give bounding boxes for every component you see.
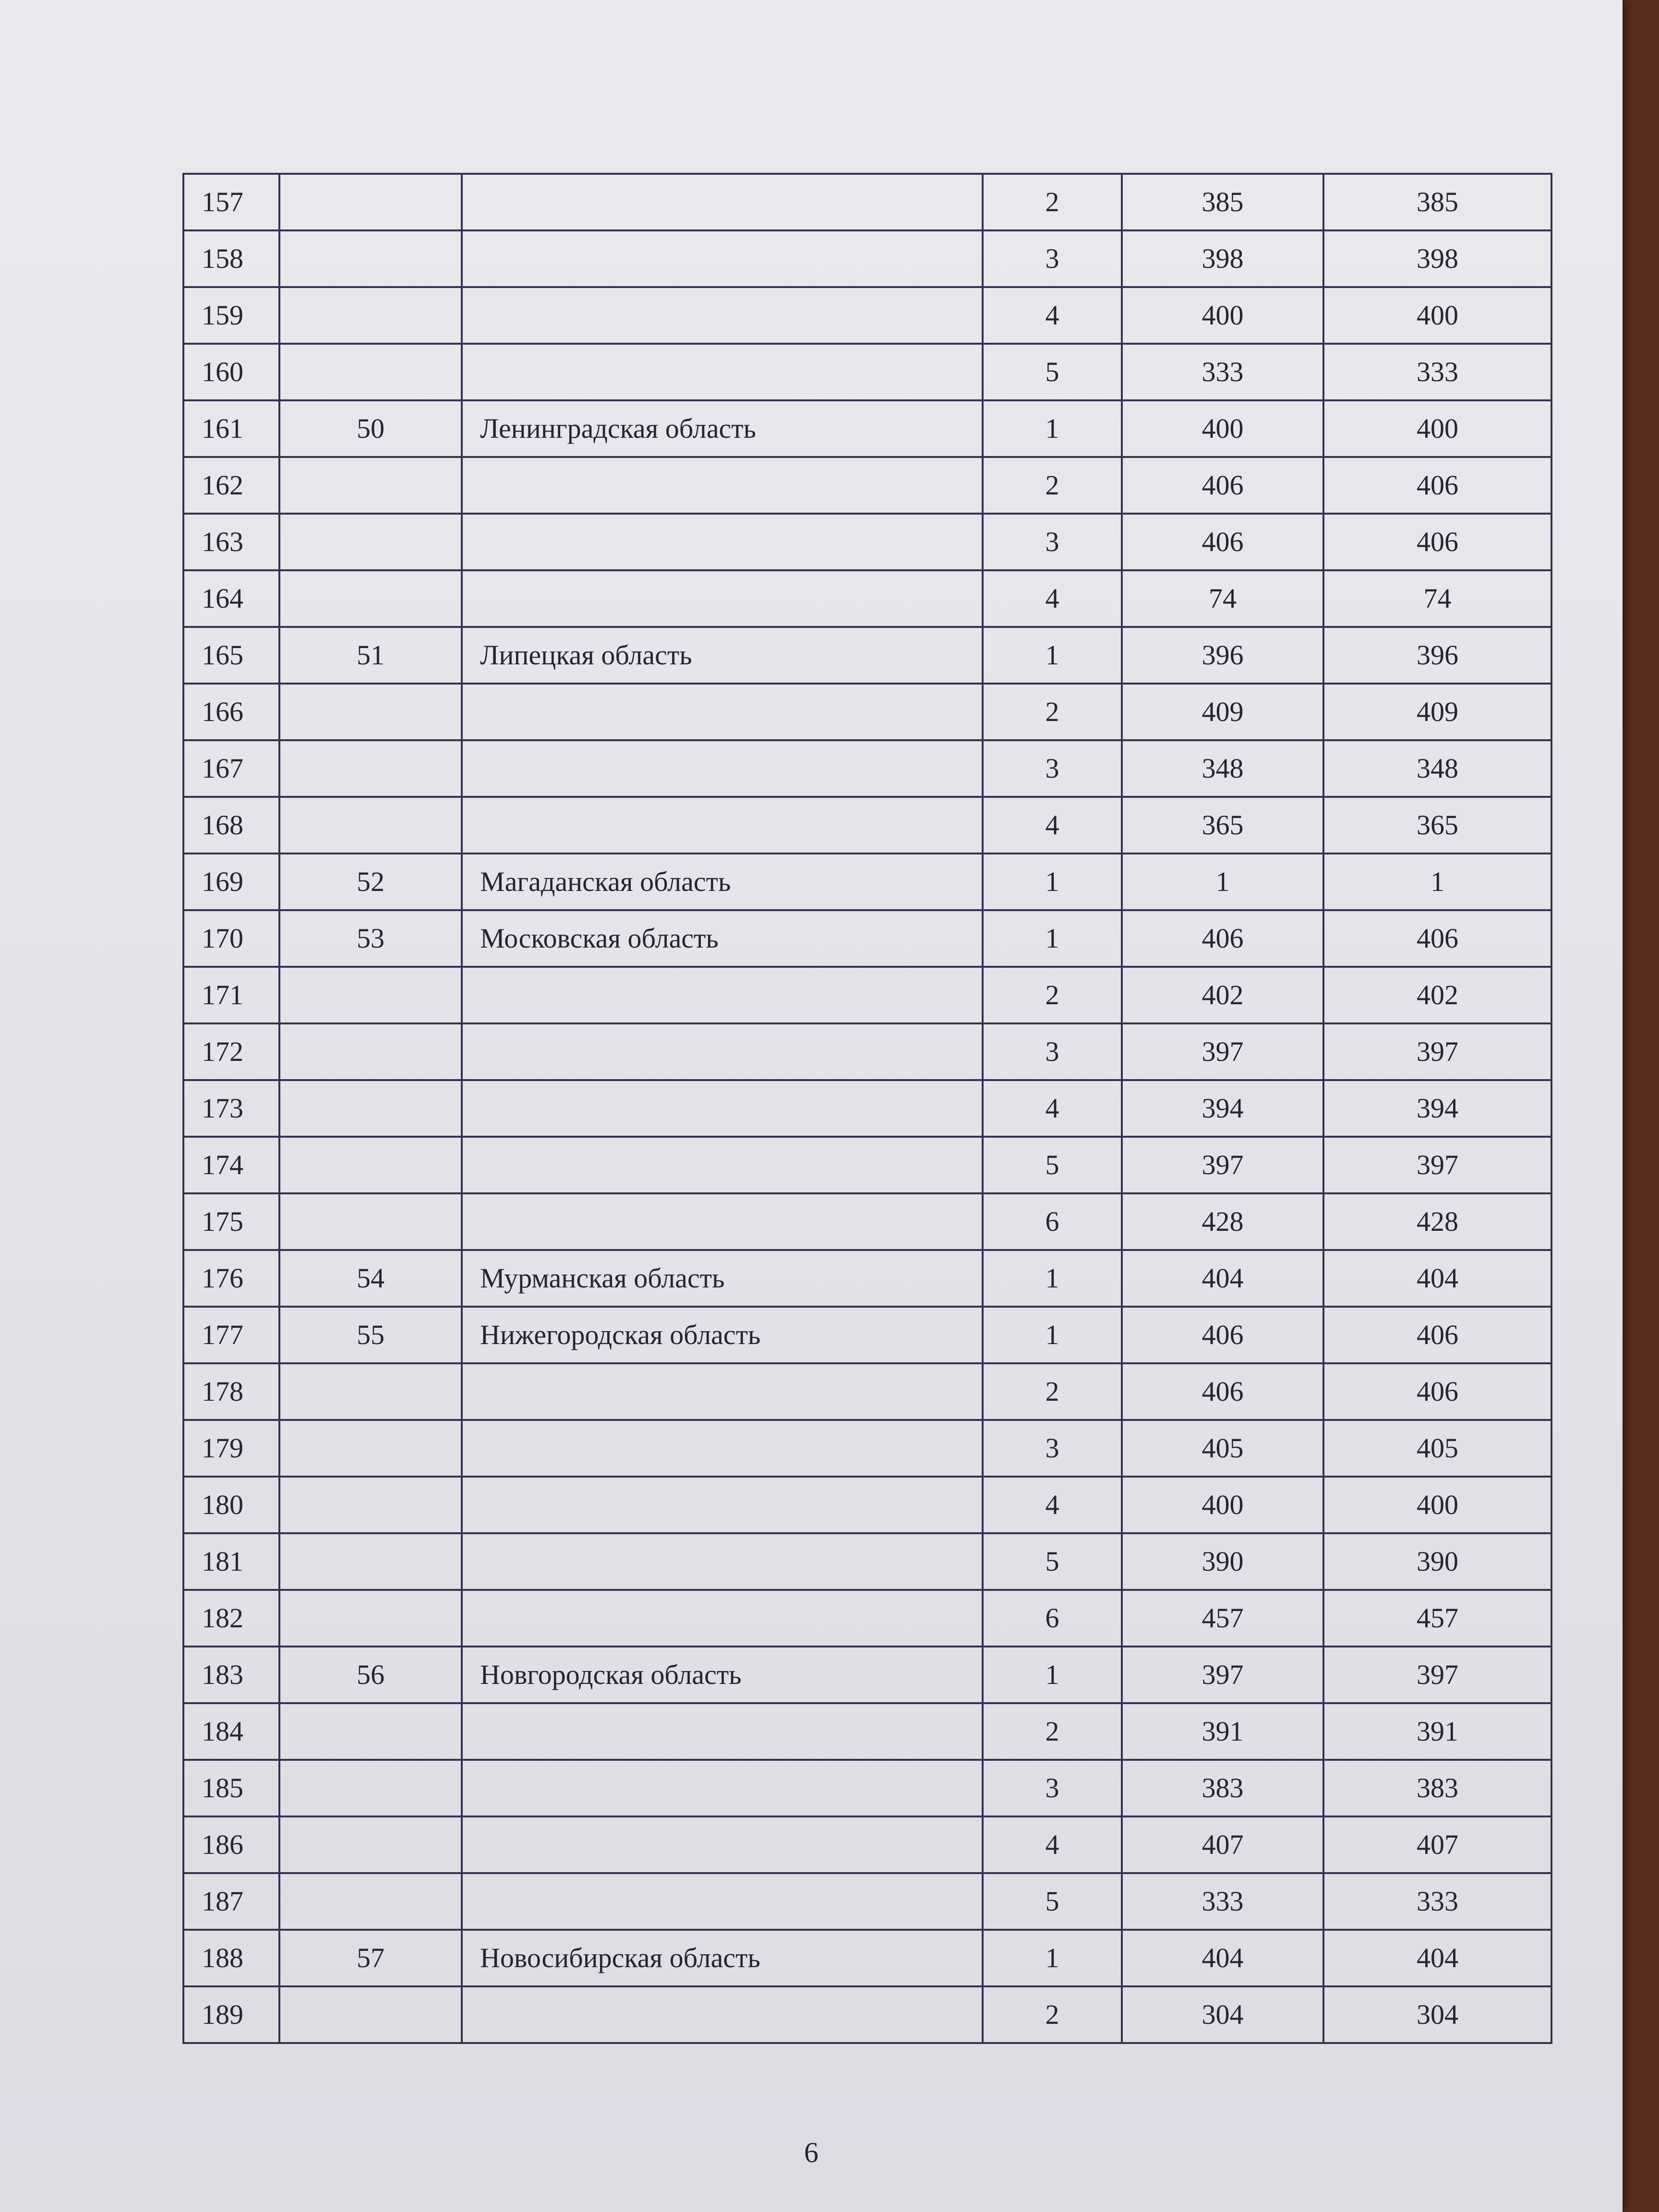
region-name-cell — [462, 1193, 983, 1250]
region-name-cell — [462, 514, 983, 570]
region-name-cell — [462, 1533, 983, 1590]
value-1-cell: 400 — [1122, 400, 1323, 457]
region-name-cell — [462, 230, 983, 287]
row-number-cell: 187 — [183, 1873, 279, 1930]
row-number-cell: 157 — [183, 174, 279, 230]
row-number-cell: 183 — [183, 1647, 279, 1703]
row-number-cell: 189 — [183, 1986, 279, 2043]
row-number-cell: 169 — [183, 854, 279, 910]
value-2-cell: 385 — [1323, 174, 1551, 230]
table-row — [183, 514, 1551, 570]
value-2-cell: 404 — [1323, 1930, 1551, 1986]
value-2-cell: 400 — [1323, 287, 1551, 344]
region-code-cell — [279, 1590, 462, 1647]
region-name-cell — [462, 570, 983, 627]
region-name-cell — [462, 1023, 983, 1080]
row-number-cell: 166 — [183, 684, 279, 740]
region-code-cell — [279, 1080, 462, 1137]
group-number-cell: 5 — [983, 1533, 1122, 1590]
region-code-cell: 51 — [279, 627, 462, 684]
region-data-table — [182, 173, 1552, 2044]
table-row — [183, 627, 1551, 684]
group-number-cell: 3 — [983, 230, 1122, 287]
table-row — [183, 1080, 1551, 1137]
region-name-cell: Новгородская область — [462, 1647, 983, 1703]
row-number-cell: 173 — [183, 1080, 279, 1137]
group-number-cell: 4 — [983, 1816, 1122, 1873]
region-code-cell — [279, 1760, 462, 1816]
group-number-cell: 3 — [983, 1023, 1122, 1080]
region-name-cell — [462, 1477, 983, 1533]
row-number-cell: 181 — [183, 1533, 279, 1590]
group-number-cell: 1 — [983, 1647, 1122, 1703]
region-name-cell — [462, 797, 983, 854]
region-name-cell — [462, 1420, 983, 1477]
row-number-cell: 172 — [183, 1023, 279, 1080]
group-number-cell: 1 — [983, 854, 1122, 910]
group-number-cell: 3 — [983, 1420, 1122, 1477]
value-2-cell: 406 — [1323, 910, 1551, 967]
table-row — [183, 1193, 1551, 1250]
region-name-cell — [462, 457, 983, 514]
table-row — [183, 230, 1551, 287]
row-number-cell: 164 — [183, 570, 279, 627]
row-number-cell: 182 — [183, 1590, 279, 1647]
value-1-cell: 406 — [1122, 514, 1323, 570]
value-1-cell: 402 — [1122, 967, 1323, 1023]
group-number-cell: 4 — [983, 1080, 1122, 1137]
row-number-cell: 177 — [183, 1307, 279, 1363]
region-name-cell — [462, 1986, 983, 2043]
value-2-cell: 428 — [1323, 1193, 1551, 1250]
value-1-cell: 407 — [1122, 1816, 1323, 1873]
value-1-cell: 333 — [1122, 1873, 1323, 1930]
value-1-cell: 333 — [1122, 344, 1323, 400]
region-name-cell: Новосибирская область — [462, 1930, 983, 1986]
value-1-cell: 1 — [1122, 854, 1323, 910]
value-1-cell: 391 — [1122, 1703, 1323, 1760]
value-2-cell: 409 — [1323, 684, 1551, 740]
group-number-cell: 2 — [983, 1703, 1122, 1760]
value-2-cell: 396 — [1323, 627, 1551, 684]
region-code-cell — [279, 287, 462, 344]
group-number-cell: 1 — [983, 400, 1122, 457]
group-number-cell: 3 — [983, 740, 1122, 797]
region-code-cell: 54 — [279, 1250, 462, 1307]
region-name-cell — [462, 1080, 983, 1137]
region-code-cell — [279, 174, 462, 230]
row-number-cell: 186 — [183, 1816, 279, 1873]
row-number-cell: 184 — [183, 1703, 279, 1760]
group-number-cell: 2 — [983, 1363, 1122, 1420]
region-code-cell — [279, 1873, 462, 1930]
table-row — [183, 684, 1551, 740]
value-1-cell: 409 — [1122, 684, 1323, 740]
region-code-cell — [279, 514, 462, 570]
group-number-cell: 2 — [983, 457, 1122, 514]
region-code-cell — [279, 1703, 462, 1760]
value-1-cell: 400 — [1122, 287, 1323, 344]
region-name-cell — [462, 1760, 983, 1816]
row-number-cell: 170 — [183, 910, 279, 967]
region-name-cell: Липецкая область — [462, 627, 983, 684]
row-number-cell: 175 — [183, 1193, 279, 1250]
value-2-cell: 457 — [1323, 1590, 1551, 1647]
value-2-cell: 348 — [1323, 740, 1551, 797]
value-1-cell: 74 — [1122, 570, 1323, 627]
value-2-cell: 365 — [1323, 797, 1551, 854]
region-code-cell: 55 — [279, 1307, 462, 1363]
value-1-cell: 397 — [1122, 1647, 1323, 1703]
region-code-cell — [279, 1193, 462, 1250]
value-1-cell: 406 — [1122, 1363, 1323, 1420]
row-number-cell: 162 — [183, 457, 279, 514]
table-row — [183, 1703, 1551, 1760]
table-row — [183, 400, 1551, 457]
table-row — [183, 1363, 1551, 1420]
region-code-cell — [279, 684, 462, 740]
region-code-cell — [279, 1023, 462, 1080]
table-row — [183, 740, 1551, 797]
group-number-cell: 6 — [983, 1193, 1122, 1250]
row-number-cell: 168 — [183, 797, 279, 854]
value-2-cell: 406 — [1323, 1363, 1551, 1420]
value-2-cell: 333 — [1323, 1873, 1551, 1930]
table-row — [183, 1307, 1551, 1363]
row-number-cell: 167 — [183, 740, 279, 797]
region-code-cell — [279, 797, 462, 854]
value-1-cell: 348 — [1122, 740, 1323, 797]
region-code-cell: 56 — [279, 1647, 462, 1703]
group-number-cell: 6 — [983, 1590, 1122, 1647]
region-code-cell: 52 — [279, 854, 462, 910]
group-number-cell: 1 — [983, 1307, 1122, 1363]
group-number-cell: 5 — [983, 1873, 1122, 1930]
table-row — [183, 967, 1551, 1023]
group-number-cell: 1 — [983, 1930, 1122, 1986]
table-row — [183, 570, 1551, 627]
table-row — [183, 854, 1551, 910]
value-1-cell: 457 — [1122, 1590, 1323, 1647]
value-2-cell: 1 — [1323, 854, 1551, 910]
value-1-cell: 406 — [1122, 457, 1323, 514]
value-2-cell: 74 — [1323, 570, 1551, 627]
table-row — [183, 1760, 1551, 1816]
table-row — [183, 1590, 1551, 1647]
value-1-cell: 394 — [1122, 1080, 1323, 1137]
data-table-container — [182, 173, 1551, 2044]
table-row — [183, 1873, 1551, 1930]
value-2-cell: 397 — [1323, 1647, 1551, 1703]
value-1-cell: 404 — [1122, 1930, 1323, 1986]
table-row — [183, 1023, 1551, 1080]
region-code-cell — [279, 230, 462, 287]
value-2-cell: 400 — [1323, 1477, 1551, 1533]
region-name-cell — [462, 684, 983, 740]
table-row — [183, 287, 1551, 344]
value-2-cell: 333 — [1323, 344, 1551, 400]
region-code-cell — [279, 1137, 462, 1193]
value-2-cell: 400 — [1323, 400, 1551, 457]
row-number-cell: 163 — [183, 514, 279, 570]
row-number-cell: 180 — [183, 1477, 279, 1533]
value-2-cell: 394 — [1323, 1080, 1551, 1137]
row-number-cell: 176 — [183, 1250, 279, 1307]
region-code-cell: 57 — [279, 1930, 462, 1986]
table-row — [183, 910, 1551, 967]
table-row — [183, 1477, 1551, 1533]
region-code-cell — [279, 1363, 462, 1420]
value-1-cell: 397 — [1122, 1023, 1323, 1080]
value-1-cell: 404 — [1122, 1250, 1323, 1307]
group-number-cell: 5 — [983, 1137, 1122, 1193]
region-name-cell — [462, 740, 983, 797]
value-2-cell: 397 — [1323, 1023, 1551, 1080]
value-2-cell: 404 — [1323, 1250, 1551, 1307]
row-number-cell: 158 — [183, 230, 279, 287]
group-number-cell: 4 — [983, 1477, 1122, 1533]
group-number-cell: 4 — [983, 797, 1122, 854]
region-code-cell — [279, 1986, 462, 2043]
value-2-cell: 391 — [1323, 1703, 1551, 1760]
row-number-cell: 165 — [183, 627, 279, 684]
region-name-cell — [462, 174, 983, 230]
value-2-cell: 398 — [1323, 230, 1551, 287]
value-1-cell: 383 — [1122, 1760, 1323, 1816]
value-1-cell: 398 — [1122, 230, 1323, 287]
value-1-cell: 390 — [1122, 1533, 1323, 1590]
table-row — [183, 1420, 1551, 1477]
group-number-cell: 2 — [983, 1986, 1122, 2043]
region-code-cell — [279, 1816, 462, 1873]
value-2-cell: 383 — [1323, 1760, 1551, 1816]
region-code-cell: 50 — [279, 400, 462, 457]
group-number-cell: 2 — [983, 967, 1122, 1023]
row-number-cell: 178 — [183, 1363, 279, 1420]
region-name-cell: Магаданская область — [462, 854, 983, 910]
region-code-cell — [279, 1477, 462, 1533]
value-2-cell: 406 — [1323, 514, 1551, 570]
group-number-cell: 3 — [983, 514, 1122, 570]
value-2-cell: 406 — [1323, 1307, 1551, 1363]
region-code-cell — [279, 570, 462, 627]
row-number-cell: 171 — [183, 967, 279, 1023]
region-name-cell: Мурманская область — [462, 1250, 983, 1307]
table-row — [183, 457, 1551, 514]
row-number-cell: 188 — [183, 1930, 279, 1986]
value-2-cell: 402 — [1323, 967, 1551, 1023]
table-row — [183, 1986, 1551, 2043]
group-number-cell: 4 — [983, 570, 1122, 627]
table-row — [183, 1647, 1551, 1703]
region-name-cell — [462, 1816, 983, 1873]
value-1-cell: 406 — [1122, 1307, 1323, 1363]
region-name-cell — [462, 1703, 983, 1760]
region-name-cell: Нижегородская область — [462, 1307, 983, 1363]
table-row — [183, 344, 1551, 400]
group-number-cell: 1 — [983, 627, 1122, 684]
table-row — [183, 1816, 1551, 1873]
region-code-cell — [279, 344, 462, 400]
page-number: 6 — [804, 2137, 818, 2168]
group-number-cell: 1 — [983, 910, 1122, 967]
value-2-cell: 390 — [1323, 1533, 1551, 1590]
region-name-cell — [462, 1137, 983, 1193]
region-code-cell — [279, 740, 462, 797]
group-number-cell: 4 — [983, 287, 1122, 344]
value-1-cell: 365 — [1122, 797, 1323, 854]
value-2-cell: 407 — [1323, 1816, 1551, 1873]
table-row — [183, 1930, 1551, 1986]
region-name-cell — [462, 967, 983, 1023]
value-2-cell: 304 — [1323, 1986, 1551, 2043]
row-number-cell: 185 — [183, 1760, 279, 1816]
region-code-cell — [279, 1533, 462, 1590]
group-number-cell: 2 — [983, 174, 1122, 230]
region-name-cell — [462, 1590, 983, 1647]
row-number-cell: 160 — [183, 344, 279, 400]
table-row — [183, 174, 1551, 230]
value-2-cell: 405 — [1323, 1420, 1551, 1477]
group-number-cell: 3 — [983, 1760, 1122, 1816]
row-number-cell: 174 — [183, 1137, 279, 1193]
row-number-cell: 179 — [183, 1420, 279, 1477]
value-1-cell: 397 — [1122, 1137, 1323, 1193]
region-code-cell — [279, 967, 462, 1023]
region-name-cell: Московская область — [462, 910, 983, 967]
value-1-cell: 304 — [1122, 1986, 1323, 2043]
row-number-cell: 161 — [183, 400, 279, 457]
group-number-cell: 1 — [983, 1250, 1122, 1307]
region-name-cell — [462, 1363, 983, 1420]
value-1-cell: 406 — [1122, 910, 1323, 967]
region-code-cell: 53 — [279, 910, 462, 967]
region-code-cell — [279, 1420, 462, 1477]
region-name-cell — [462, 287, 983, 344]
table-row — [183, 1250, 1551, 1307]
region-code-cell — [279, 457, 462, 514]
region-name-cell — [462, 344, 983, 400]
region-name-cell: Ленинградская область — [462, 400, 983, 457]
value-1-cell: 396 — [1122, 627, 1323, 684]
value-2-cell: 397 — [1323, 1137, 1551, 1193]
group-number-cell: 2 — [983, 684, 1122, 740]
region-name-cell — [462, 1873, 983, 1930]
table-row — [183, 1533, 1551, 1590]
row-number-cell: 159 — [183, 287, 279, 344]
value-1-cell: 428 — [1122, 1193, 1323, 1250]
value-1-cell: 405 — [1122, 1420, 1323, 1477]
value-1-cell: 385 — [1122, 174, 1323, 230]
value-2-cell: 406 — [1323, 457, 1551, 514]
table-row — [183, 797, 1551, 854]
group-number-cell: 5 — [983, 344, 1122, 400]
table-body — [183, 174, 1551, 2043]
value-1-cell: 400 — [1122, 1477, 1323, 1533]
table-row — [183, 1137, 1551, 1193]
